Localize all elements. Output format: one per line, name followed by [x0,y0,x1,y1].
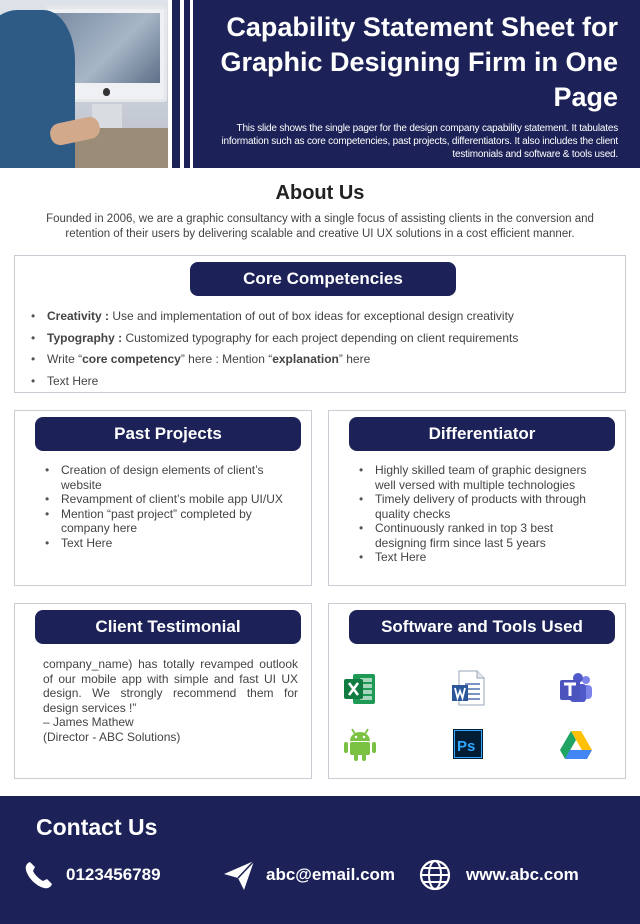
item-label: Typography : [47,330,123,345]
word-icon [451,670,485,706]
photoshop-icon [451,727,485,763]
core-competencies-list [47,306,518,392]
website-url[interactable]: www.abc.com [466,865,579,884]
list-item: • Creation of design elements of client’s website [61,463,293,492]
about-text: Founded in 2006, we are a graphic consultancy with a single focus of assisting clients in the conversion and retention of their users by delivering scalable and creative UI UX solutions in a cost efficient manner. [46,213,594,240]
page-subtitle: This slide shows the single pager for the design company capability statement. It tabulates information such as core competencies, past projects, differentiators. It also includes the client testimonials and software & tools used. [221,123,618,160]
excel-icon [343,671,377,707]
list-item: • Timely delivery of products with through quality checks [375,492,607,521]
testimonial-text [43,657,298,744]
list-item: • Revampment of client’s mobile app UI/UX [61,492,293,507]
android-icon [343,726,377,762]
item-text: Customized typography for each project depending on client requirements [122,330,519,345]
send-icon [222,858,256,892]
testimonial-role: (Director - ABC Solutions) [43,729,181,744]
about-title: About Us [275,182,365,204]
software-tools-title: Software and Tools Used [349,610,615,644]
core-competencies-title: Core Competencies [190,262,456,296]
differentiator-list [375,463,607,565]
item-label: explanation [272,352,339,366]
page-title: Capability Statement Sheet for Graphic Designing Firm in One Page [220,12,618,112]
item-text: Write “ [47,352,83,366]
list-item: • Mention “past project” completed by company here [61,507,293,536]
phone-contact [22,856,161,894]
differentiator-box [328,410,626,586]
contact-title: Contact Us [36,814,158,840]
phone-number[interactable]: 0123456789 [66,865,161,884]
item-text: ” here [338,352,371,366]
list-item [47,306,518,328]
item-text: ” here : Mention “ [180,352,273,366]
accent-bar [184,0,190,168]
google-drive-icon [559,728,593,764]
client-testimonial-title: Client Testimonial [35,610,301,644]
footer [0,796,640,924]
past-projects-title: Past Projects [35,417,301,451]
phone-icon [22,858,56,892]
title-panel [193,0,640,168]
differentiator-title: Differentiator [349,417,615,451]
email-contact [222,856,395,894]
teams-icon [559,671,593,707]
svg-text:Ps: Ps [457,738,476,755]
list-item: • Text Here [375,550,607,565]
globe-icon [418,858,452,892]
item-text: Use and implementation of out of box ideas for exceptional design creativity [109,309,514,323]
list-item [47,328,518,350]
testimonial-author: – James Mathew [43,715,134,729]
list-item: • Continuously ranked in top 3 best designing firm since last 5 years [375,521,607,550]
email-address[interactable]: abc@email.com [266,865,396,884]
list-item: • Text Here [61,536,293,551]
past-projects-box [14,410,312,586]
core-competencies-box [14,255,626,393]
list-item [47,371,518,393]
software-tools-box [328,603,626,779]
item-label: core competency [82,352,181,366]
list-item [47,349,518,371]
web-contact [418,856,579,894]
testimonial-quote: company_name) has totally revamped outlook of our mobile app with simple and fast UI UX design. We strongly recommend them for design services !” [43,657,298,715]
header [0,0,640,170]
accent-bar [172,0,180,168]
item-label: Creativity : [47,309,110,323]
item-text: Text Here [47,373,99,388]
past-projects-list [61,463,293,550]
client-testimonial-box [14,603,312,779]
list-item: • Highly skilled team of graphic designers well versed with multiple technologies [375,463,607,492]
header-photo [0,0,168,168]
